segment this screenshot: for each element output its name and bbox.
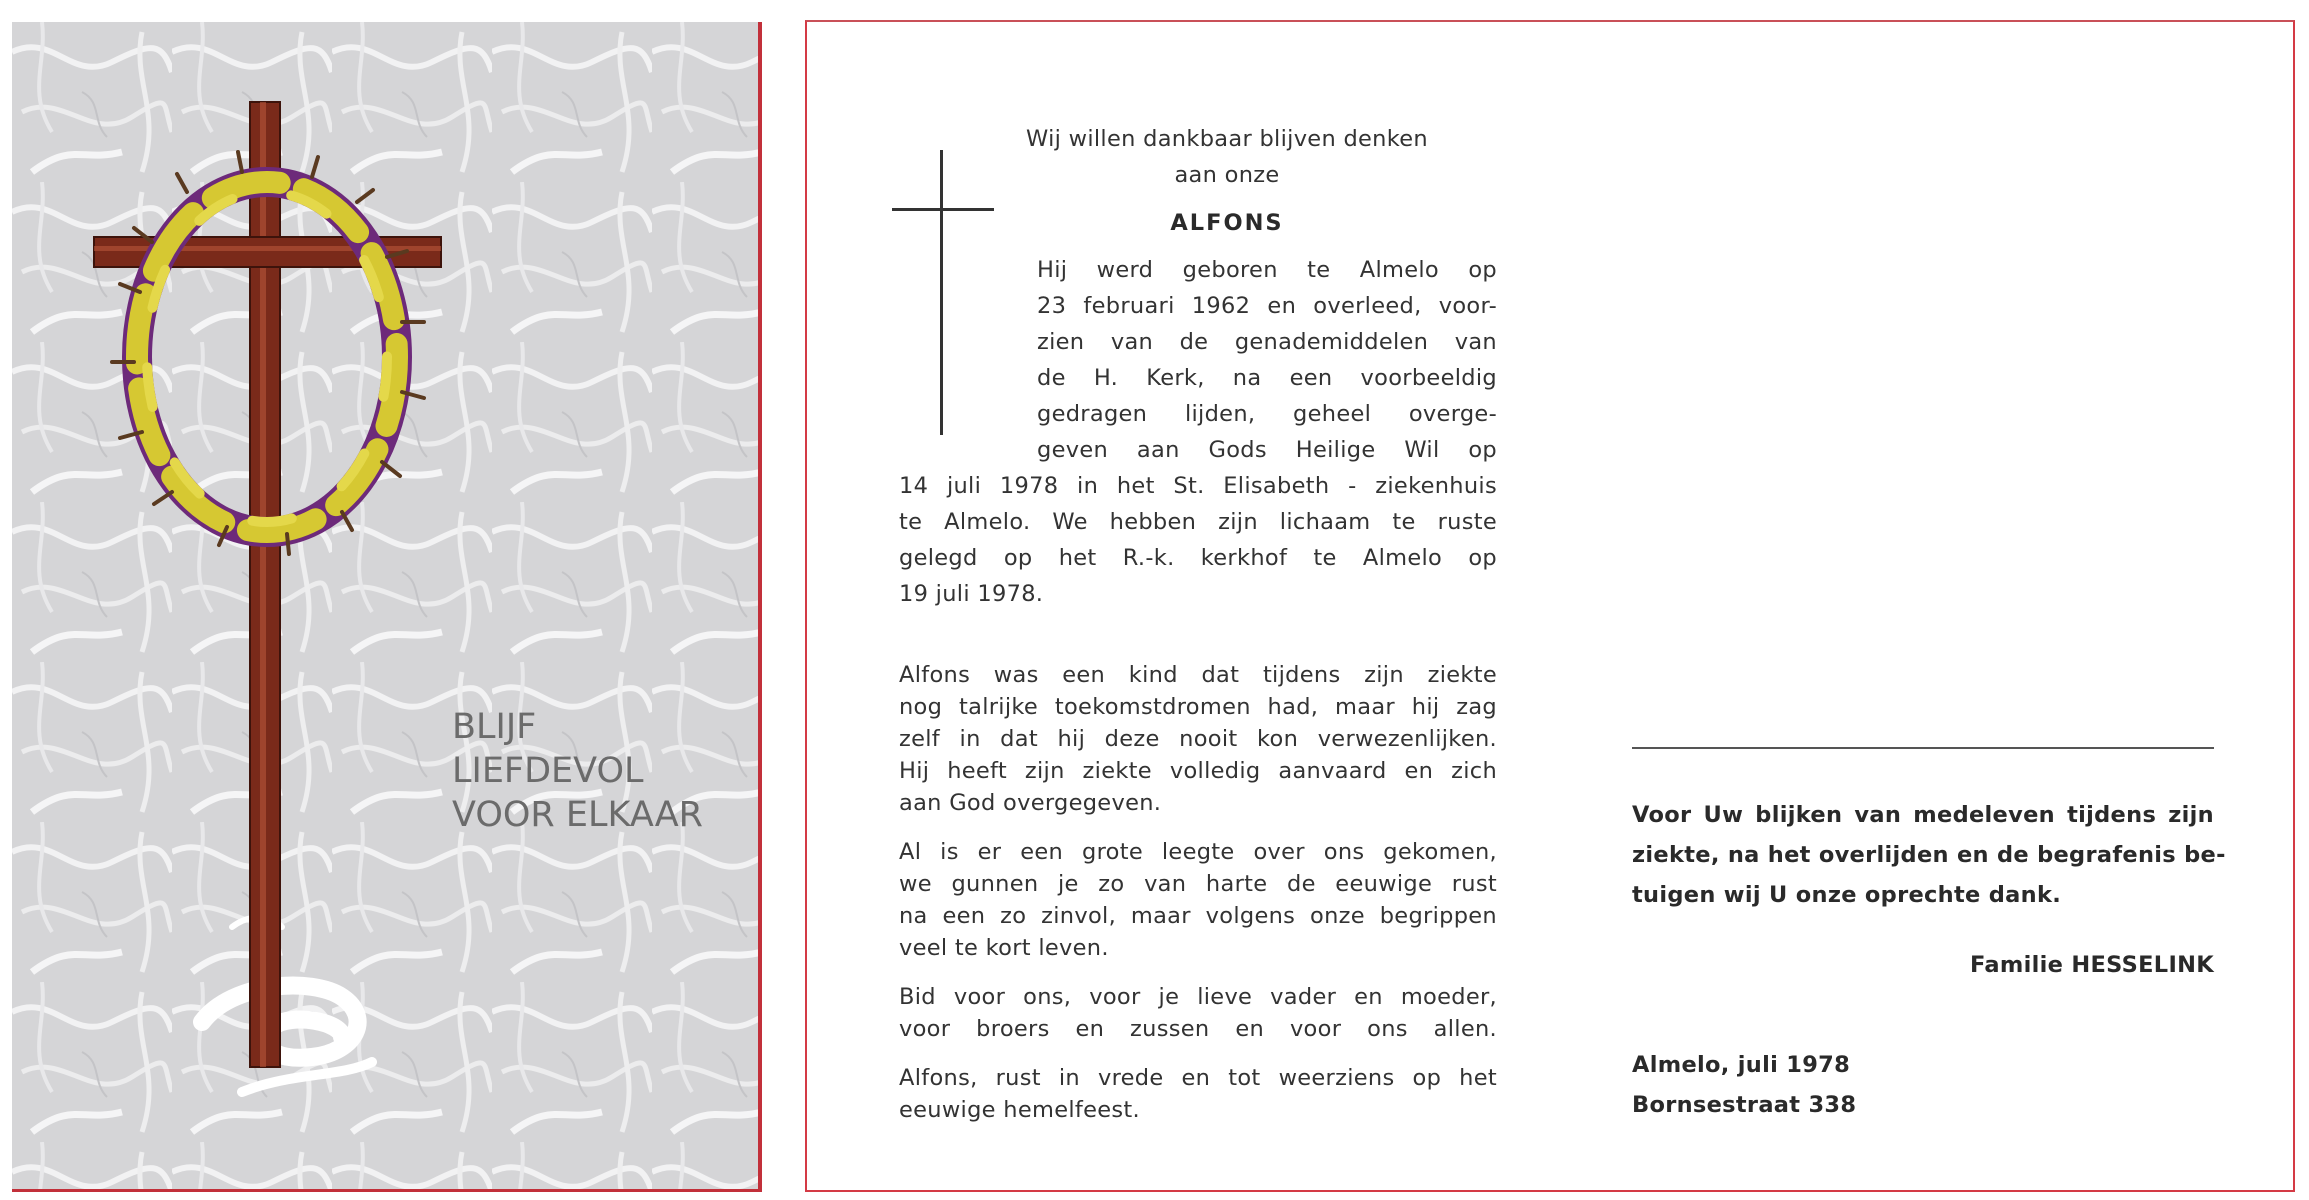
bio-line: de H. Kerk, na een voorbeeldig xyxy=(1037,365,1497,391)
thanks-line: tuigen wij U onze oprechte dank. xyxy=(1632,882,2062,908)
thanks-line: Voor Uw blijken van medeleven tijdens zijn xyxy=(1632,802,2214,828)
motto-line: BLIJF xyxy=(452,707,537,747)
bio-line: 14 juli 1978 in het St. Elisabeth - ziekenhuis xyxy=(899,473,1497,499)
place-date: Almelo, juli 1978 xyxy=(1632,1052,1851,1078)
bio-line: Hij werd geboren te Almelo op xyxy=(1037,257,1497,283)
thanks-line: ziekte, na het overlijden en de begrafenis be- xyxy=(1632,842,2226,868)
intro-line: Wij willen dankbaar blijven denken xyxy=(1026,126,1428,152)
cross-crown-illustration xyxy=(12,22,762,1192)
message-line: Alfons was een kind dat tijdens zijn ziekte xyxy=(899,662,1497,688)
message-line: Alfons, rust in vrede en tot weerziens op het xyxy=(899,1065,1497,1091)
inside-card xyxy=(805,20,2295,1192)
motto-line: VOOR ELKAAR xyxy=(452,795,703,835)
message-line: aan God overgegeven. xyxy=(899,790,1162,816)
family-signature: Familie HESSELINK xyxy=(1970,952,2214,978)
bio-line: geven aan Gods Heilige Wil op xyxy=(1037,437,1497,463)
deceased-name: ALFONS xyxy=(1170,210,1284,236)
bio-line: gedragen lijden, geheel overge- xyxy=(1037,401,1497,427)
bio-line: zien van de genademiddelen van xyxy=(1037,329,1497,355)
motto-text xyxy=(452,705,752,837)
message-line: Hij heeft zijn ziekte volledig aanvaard en zich xyxy=(899,758,1497,784)
message-line: nog talrijke toekomstdromen had, maar hij zag xyxy=(899,694,1497,720)
intro-line: aan onze xyxy=(1174,162,1280,188)
bio-line: 19 juli 1978. xyxy=(899,581,1044,607)
message-line: Bid voor ons, voor je lieve vader en moeder, xyxy=(899,984,1497,1010)
message-line: na een zo zinvol, maar volgens onze begrippen xyxy=(899,903,1497,929)
bio-line: 23 februari 1962 en overleed, voor- xyxy=(1037,293,1497,319)
bio-line: te Almelo. We hebben zijn lichaam te ruste xyxy=(899,509,1497,535)
front-card xyxy=(12,22,762,1192)
marble-background xyxy=(12,22,762,1192)
bio-line: gelegd op het R.-k. kerkhof te Almelo op xyxy=(899,545,1497,571)
message-line: voor broers en zussen en voor ons allen. xyxy=(899,1016,1497,1042)
message-line: Al is er een grote leegte over ons gekomen, xyxy=(899,839,1497,865)
message-line: we gunnen je zo van harte de eeuwige rust xyxy=(899,871,1497,897)
message-line: veel te kort leven. xyxy=(899,935,1109,961)
divider-line xyxy=(1632,747,2214,749)
message-line: zelf in dat hij deze nooit kon verwezenlijken. xyxy=(899,726,1497,752)
message-line: eeuwige hemelfeest. xyxy=(899,1097,1140,1123)
motto-line: LIEFDEVOL xyxy=(452,751,644,791)
address: Bornsestraat 338 xyxy=(1632,1092,1857,1118)
